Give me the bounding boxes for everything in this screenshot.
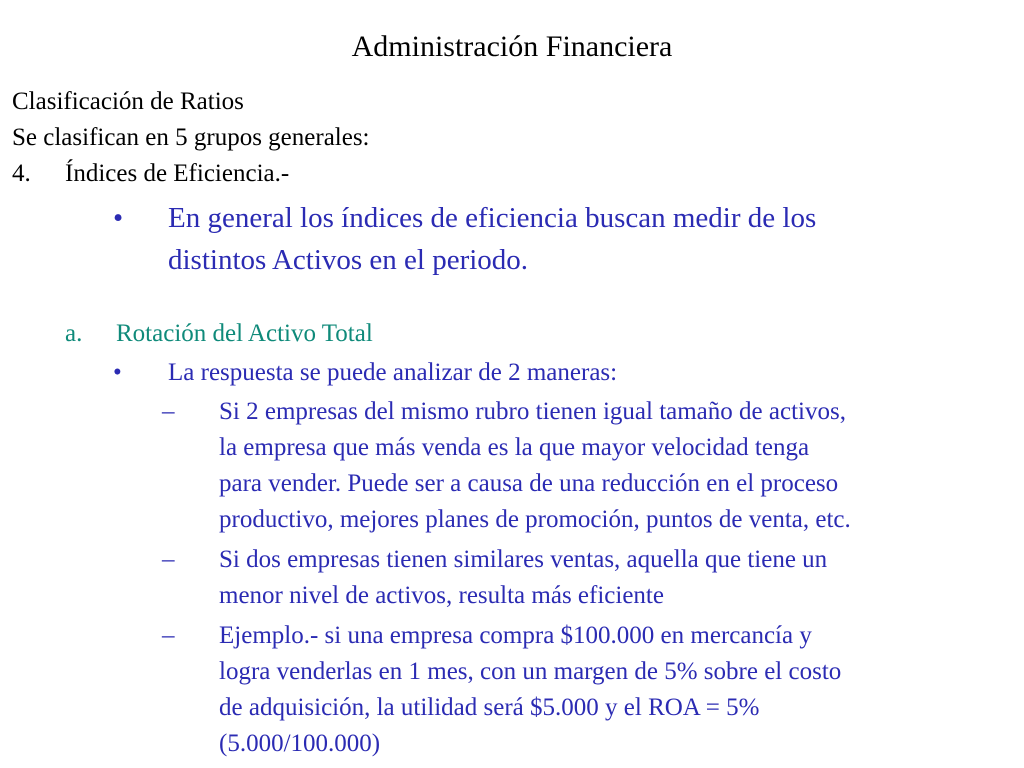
dash-3-line-4: (5.000/100.000) xyxy=(219,730,381,757)
dash-1-line-2: la empresa que más venda es la que mayor velocidad tenga xyxy=(219,434,810,461)
dash-marker-3: – xyxy=(162,622,175,649)
heading-text: Clasificación de Ratios xyxy=(12,88,244,115)
main-bullet-marker: • xyxy=(113,202,124,234)
dash-3-line-1: Ejemplo.- si una empresa compra $100.000 en mercancía y xyxy=(219,622,812,649)
dash-3-line-2: logra venderlas en 1 mes, con un margen de 5% sobre el costo xyxy=(219,658,842,685)
dash-marker-1: – xyxy=(162,398,175,425)
dash-1-line-1: Si 2 empresas del mismo rubro tienen igual tamaño de activos, xyxy=(219,398,846,425)
dash-1-line-4: productivo, mejores planes de promoción, puntos de venta, etc. xyxy=(219,506,851,533)
slide-title: Administración Financiera xyxy=(351,30,673,63)
sub-bullet-text: La respuesta se puede analizar de 2 maneras: xyxy=(168,359,618,386)
dash-2-line-1: Si dos empresas tienen similares ventas, aquella que tiene un xyxy=(219,546,828,573)
sub-item-label: Rotación del Activo Total xyxy=(116,320,373,347)
main-bullet-line-2: distintos Activos en el periodo. xyxy=(168,244,529,276)
sub-item-marker: a. xyxy=(65,320,83,347)
subheading-text: Se clasifican en 5 grupos generales: xyxy=(12,124,370,151)
dash-1-line-3: para vender. Puede ser a causa de una reducción en el proceso xyxy=(219,470,839,497)
section-number: 4. xyxy=(12,160,31,187)
section-label: Índices de Eficiencia.- xyxy=(65,160,290,187)
dash-marker-2: – xyxy=(162,546,175,573)
main-bullet-line-1: En general los índices de eficiencia buscan medir de los xyxy=(168,202,817,234)
dash-2-line-2: menor nivel de activos, resulta más eficiente xyxy=(219,582,664,609)
dash-3-line-3: de adquisición, la utilidad será $5.000 y el ROA = 5% xyxy=(219,694,760,721)
sub-bullet-marker: • xyxy=(113,359,122,386)
